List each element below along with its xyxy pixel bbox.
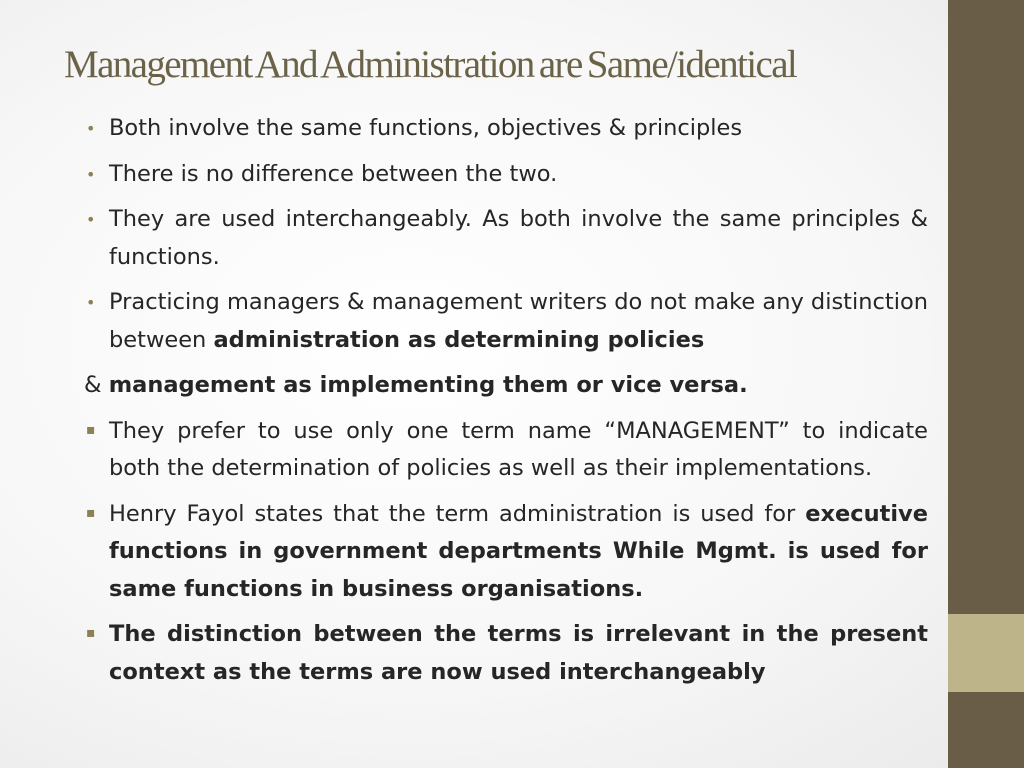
bullet-text: Henry Fayol states that the term administration is used for bbox=[109, 500, 806, 527]
slide-body bbox=[86, 110, 928, 699]
side-accent-bar-middle bbox=[948, 614, 1024, 692]
continuation-line bbox=[84, 367, 928, 405]
square-bullet-item bbox=[86, 413, 928, 488]
bullet-item bbox=[86, 284, 928, 359]
bullet-item bbox=[86, 201, 928, 276]
square-bullet-item bbox=[86, 496, 928, 609]
slide-title: Management And Administration are Same/identical bbox=[64, 43, 797, 86]
bullet-text: Both involve the same functions, objectives & principles bbox=[109, 115, 743, 141]
bullet-text: They prefer to use only one term name “MANAGEMENT” to indicate both the determination of policies as well as their implementations. bbox=[109, 417, 928, 481]
bullet-text: There is no difference between the two. bbox=[109, 160, 558, 187]
square-bullet-icon: ▪ bbox=[86, 504, 96, 521]
bullet-item bbox=[86, 110, 928, 148]
square-bullet-item bbox=[86, 616, 928, 691]
bullet-item bbox=[86, 156, 928, 194]
square-bullet-icon: ▪ bbox=[86, 625, 96, 641]
square-bullet-icon: ▪ bbox=[86, 421, 96, 438]
side-accent-bar-bottom bbox=[948, 692, 1024, 768]
side-accent-bar-top bbox=[948, 0, 1024, 614]
bullet-icon: • bbox=[86, 164, 96, 184]
bullet-icon: • bbox=[86, 293, 96, 312]
bullet-bold-text: executive functions in government departments While Mgmt. is used for same functions in business organisations. bbox=[109, 500, 928, 602]
continuation-text: & bbox=[84, 372, 109, 398]
bullet-bold-text: The distinction between the terms is irrelevant in the present context as the terms are now used interchangeably bbox=[109, 621, 928, 685]
continuation-bold-text: management as implementing them or vice versa. bbox=[108, 372, 748, 398]
bullet-icon: • bbox=[86, 119, 96, 138]
bullet-text: They are used interchangeably. As both involve the same principles & functions. bbox=[109, 206, 928, 270]
bullet-icon: • bbox=[86, 210, 96, 229]
bullet-text: Practicing managers & management writers do not make any distinction between bbox=[109, 289, 928, 353]
bullet-bold-text: administration as determining policies bbox=[213, 326, 705, 353]
